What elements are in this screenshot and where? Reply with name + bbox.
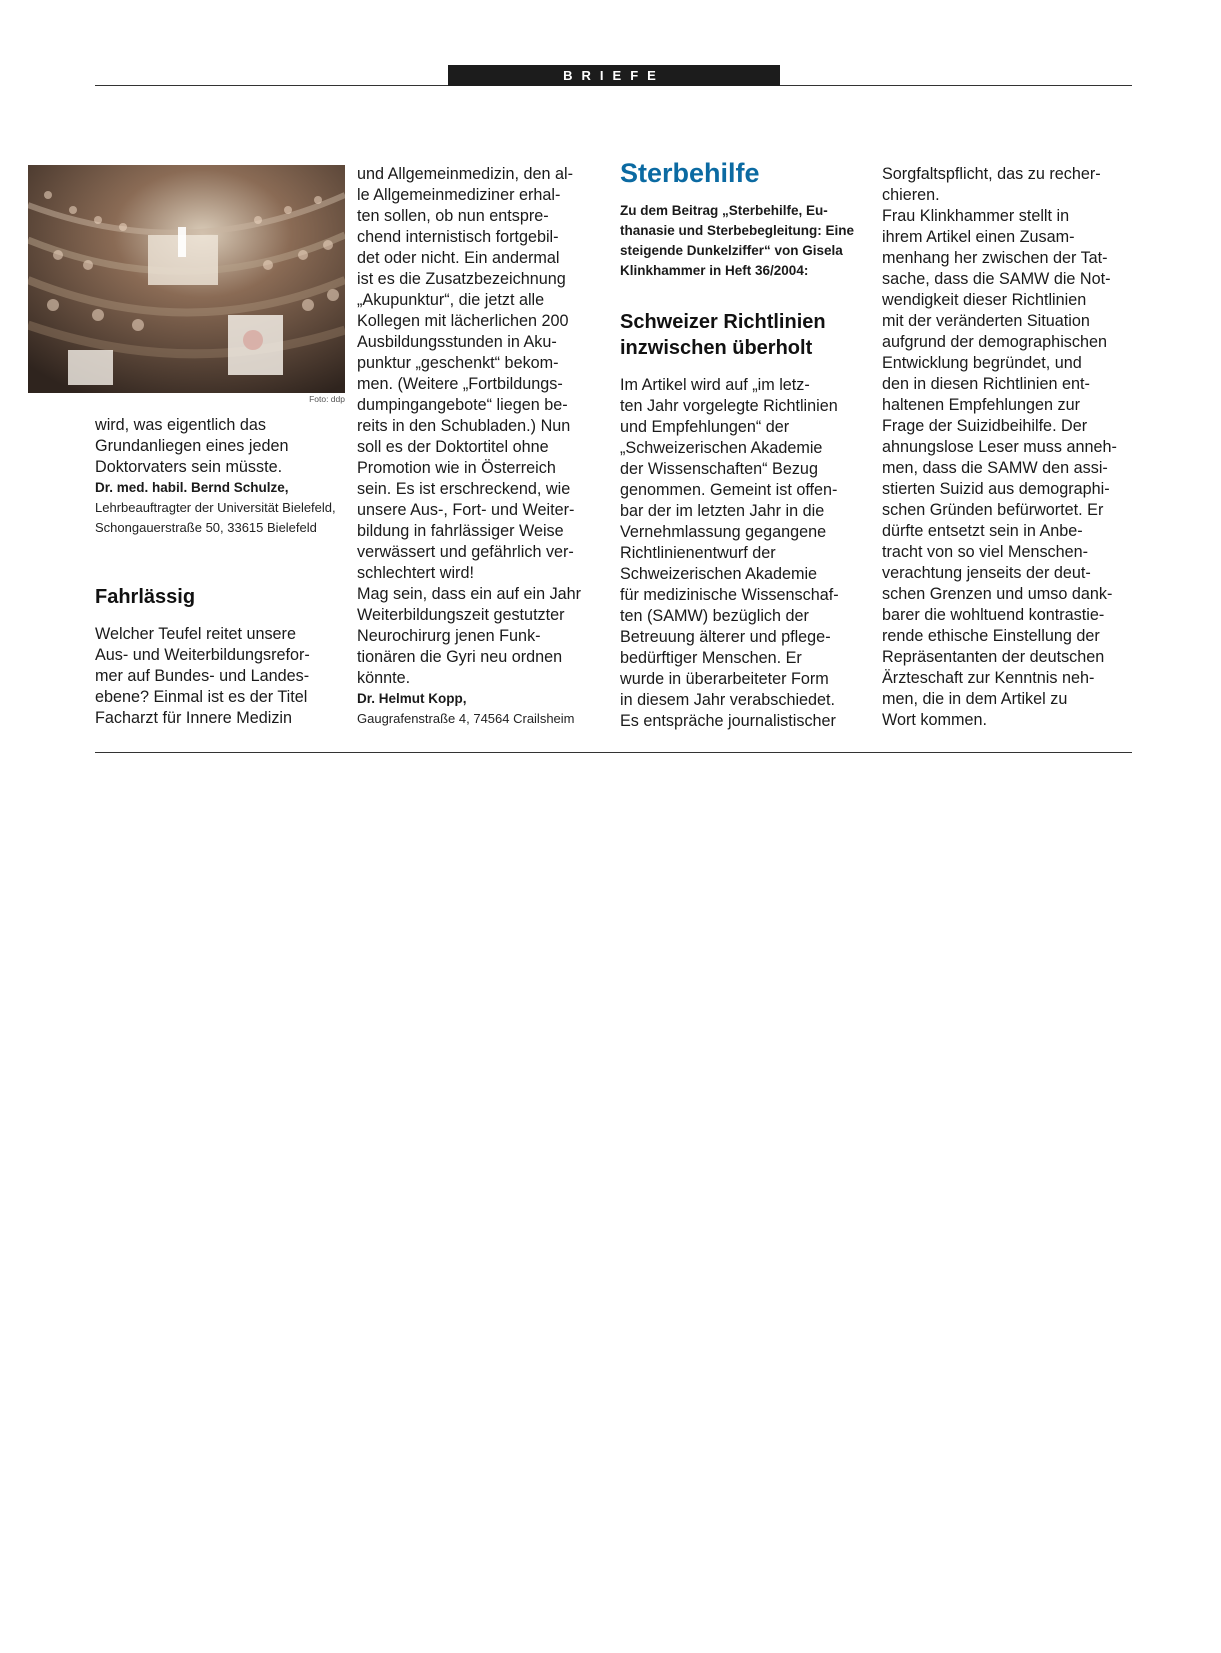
photo-illustration bbox=[28, 165, 345, 393]
letter-continuation bbox=[95, 415, 345, 478]
text-line: schlechtert wird! bbox=[357, 564, 474, 582]
text-line: rende ethische Einstellung der bbox=[882, 627, 1100, 645]
text-line: „Akupunktur“, die jetzt alle bbox=[357, 291, 545, 309]
text-line: menhang her zwischen der Tat- bbox=[882, 249, 1108, 267]
text-line: Zu dem Beitrag „Sterbehilfe, Eu- bbox=[620, 203, 828, 218]
text-line: schen Grenzen und umso dank- bbox=[882, 585, 1113, 603]
text-line: Promotion wie in Österreich bbox=[357, 459, 556, 477]
text-line: wurde in überarbeiteter Form bbox=[620, 670, 829, 688]
text-line: Entwicklung begründet, und bbox=[882, 354, 1082, 372]
heading-line: Schweizer Richtlinien bbox=[620, 311, 826, 333]
text-line: dürfte entsetzt sein in Anbe- bbox=[882, 522, 1083, 540]
text-line: chieren. bbox=[882, 186, 940, 204]
text-line: Vernehmlassung gegangene bbox=[620, 523, 827, 541]
text-line: bedürftiger Menschen. Er bbox=[620, 649, 802, 667]
text-line: barer die wohltuend kontrastie- bbox=[882, 606, 1105, 624]
text-line: ten Jahr vorgelegte Richtlinien bbox=[620, 397, 838, 415]
lecture-hall-photo bbox=[28, 165, 345, 393]
text-line: men. (Weitere „Fortbildungs- bbox=[357, 375, 563, 393]
section-title: Sterbehilfe bbox=[620, 158, 760, 188]
author-address: Gaugrafenstraße 4, 74564 Crailsheim bbox=[357, 711, 575, 726]
text-line: det oder nicht. Ein andermal bbox=[357, 249, 560, 267]
text-line: stierten Suizid aus demographi- bbox=[882, 480, 1110, 498]
text-line: Welcher Teufel reitet unsere bbox=[95, 625, 296, 643]
text-line: steigende Dunkelziffer“ von Gisela bbox=[620, 243, 843, 258]
text-line: wendigkeit dieser Richtlinien bbox=[882, 291, 1087, 309]
text-line: Frau Klinkhammer stellt in bbox=[882, 207, 1070, 225]
text-line: Facharzt für Innere Medizin bbox=[95, 709, 293, 727]
text-line: thanasie und Sterbebegleitung: Eine bbox=[620, 223, 855, 238]
text-line: haltenen Empfehlungen zur bbox=[882, 396, 1080, 414]
text-line: Betreuung älterer und pflege- bbox=[620, 628, 831, 646]
text-line: verachtung jenseits der deut- bbox=[882, 564, 1091, 582]
text-line: sein. Es ist erschreckend, wie bbox=[357, 480, 571, 498]
text-line: der Wissenschaften“ Bezug bbox=[620, 460, 818, 478]
text-line: aufgrund der demographischen bbox=[882, 333, 1107, 351]
text-line: könnte. bbox=[357, 669, 411, 687]
text-line: und Empfehlungen“ der bbox=[620, 418, 790, 436]
text-line: Ausbildungsstunden in Aku- bbox=[357, 333, 557, 351]
letter-body bbox=[357, 164, 607, 689]
letter-body bbox=[95, 624, 345, 729]
column-1 bbox=[95, 415, 345, 729]
column-2 bbox=[357, 164, 607, 729]
text-line: dumpingangebote“ liegen be- bbox=[357, 396, 568, 414]
author-address: Schongauerstraße 50, 33615 Bielefeld bbox=[95, 520, 317, 535]
text-line: chend internistisch fortgebil- bbox=[357, 228, 559, 246]
text-line: Grundanliegen eines jeden bbox=[95, 437, 289, 455]
text-line: „Schweizerischen Akademie bbox=[620, 439, 823, 457]
column-4 bbox=[882, 164, 1132, 731]
column-3 bbox=[620, 157, 875, 732]
text-line: Wort kommen. bbox=[882, 711, 987, 729]
author-name: Dr. med. habil. Bernd Schulze, bbox=[95, 480, 289, 495]
text-line: men, die in dem Artikel zu bbox=[882, 690, 1068, 708]
text-line: Sorgfaltspflicht, das zu recher- bbox=[882, 165, 1101, 183]
text-line: in diesem Jahr verabschiedet. bbox=[620, 691, 836, 709]
text-line: Repräsentanten der deutschen bbox=[882, 648, 1105, 666]
text-line: tionären die Gyri neu ordnen bbox=[357, 648, 563, 666]
text-line: Ärzteschaft zur Kenntnis neh- bbox=[882, 669, 1095, 687]
text-line: reits in den Schubladen.) Nun bbox=[357, 417, 571, 435]
author-name: Dr. Helmut Kopp, bbox=[357, 691, 467, 706]
text-line: schen Gründen befürwortet. Er bbox=[882, 501, 1104, 519]
text-line: bildung in fahrlässiger Weise bbox=[357, 522, 564, 540]
letter-heading: Fahrlässig bbox=[95, 586, 196, 608]
letter-body bbox=[882, 164, 1132, 731]
text-line: le Allgemeinmediziner erhal- bbox=[357, 186, 561, 204]
text-line: Doktorvaters sein müsste. bbox=[95, 458, 283, 476]
text-line: für medizinische Wissenschaf- bbox=[620, 586, 839, 604]
article-reference bbox=[620, 201, 875, 281]
text-line: ten sollen, ob nun entspre- bbox=[357, 207, 549, 225]
heading-line: inzwischen überholt bbox=[620, 337, 813, 359]
section-label: BRIEFE bbox=[448, 65, 780, 86]
text-line: punktur „geschenkt“ bekom- bbox=[357, 354, 559, 372]
text-line: tracht von so viel Menschen- bbox=[882, 543, 1089, 561]
photo-credit: Foto: ddp bbox=[309, 394, 345, 404]
text-line: Neurochirurg jenen Funk- bbox=[357, 627, 541, 645]
author-affiliation: Lehrbeauftragter der Universität Bielefeld, bbox=[95, 500, 336, 515]
letter-body bbox=[620, 375, 875, 732]
letter-heading bbox=[620, 309, 875, 361]
text-line: men, dass die SAMW den assi- bbox=[882, 459, 1108, 477]
text-line: ebene? Einmal ist es der Titel bbox=[95, 688, 308, 706]
text-line: genommen. Gemeint ist offen- bbox=[620, 481, 838, 499]
text-line: ten (SAMW) bezüglich der bbox=[620, 607, 809, 625]
text-line: Weiterbildungszeit gestutzter bbox=[357, 606, 565, 624]
text-line: ahnungslose Leser muss anneh- bbox=[882, 438, 1117, 456]
text-line: Richtlinienentwurf der bbox=[620, 544, 776, 562]
text-line: ist es die Zusatzbezeichnung bbox=[357, 270, 566, 288]
text-line: ihrem Artikel einen Zusam- bbox=[882, 228, 1075, 246]
text-line: und Allgemeinmedizin, den al- bbox=[357, 165, 573, 183]
text-line: Schweizerischen Akademie bbox=[620, 565, 818, 583]
text-line: mer auf Bundes- und Landes- bbox=[95, 667, 310, 685]
footer-rule bbox=[95, 752, 1132, 753]
text-line: Klinkhammer in Heft 36/2004: bbox=[620, 263, 809, 278]
text-line: sache, dass die SAMW die Not- bbox=[882, 270, 1111, 288]
text-line: mit der veränderten Situation bbox=[882, 312, 1090, 330]
text-line: Kollegen mit lächerlichen 200 bbox=[357, 312, 569, 330]
text-line: Frage der Suizidbeihilfe. Der bbox=[882, 417, 1088, 435]
text-line: Aus- und Weiterbildungsrefor- bbox=[95, 646, 310, 664]
text-line: unsere Aus-, Fort- und Weiter- bbox=[357, 501, 575, 519]
text-line: den in diesen Richtlinien ent- bbox=[882, 375, 1090, 393]
text-line: wird, was eigentlich das bbox=[95, 416, 266, 434]
text-line: Es entspräche journalistischer bbox=[620, 712, 836, 730]
text-line: soll es der Doktortitel ohne bbox=[357, 438, 549, 456]
text-line: verwässert und gefährlich ver- bbox=[357, 543, 574, 561]
text-line: Im Artikel wird auf „im letz- bbox=[620, 376, 810, 394]
text-line: Mag sein, dass ein auf ein Jahr bbox=[357, 585, 582, 603]
text-line: bar der im letzten Jahr in die bbox=[620, 502, 825, 520]
